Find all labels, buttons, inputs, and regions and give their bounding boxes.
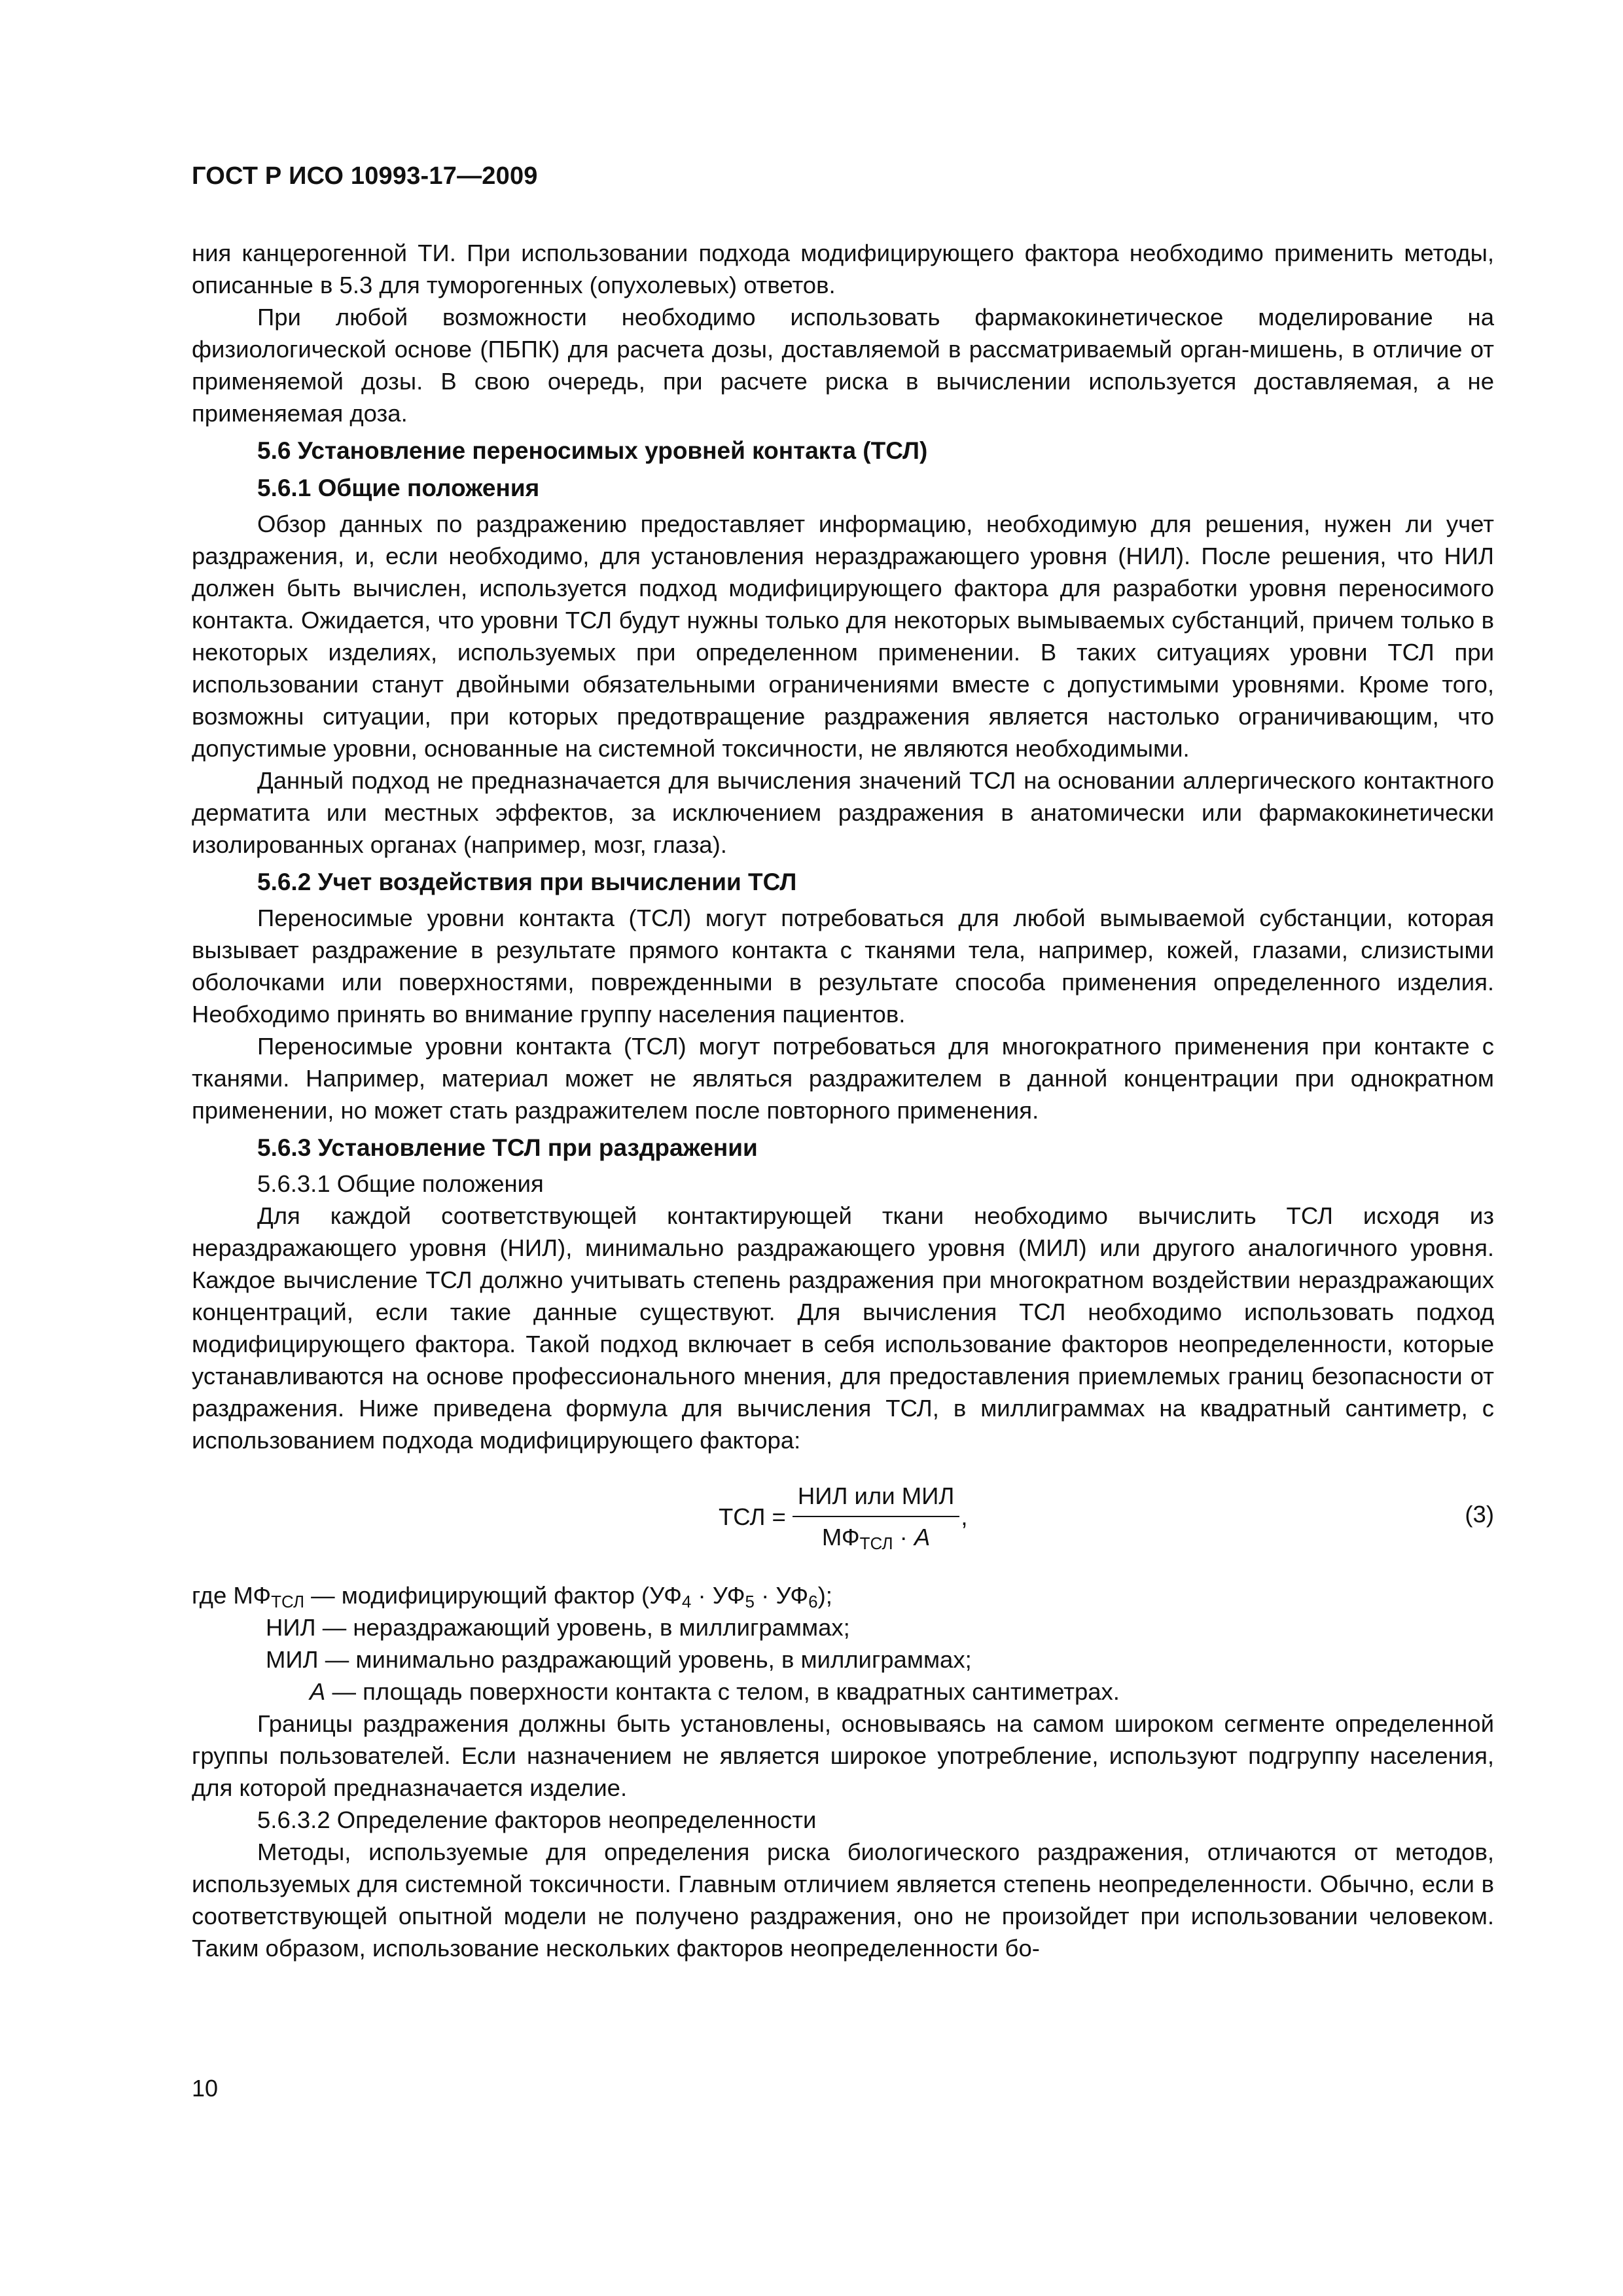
formula-comma: , bbox=[961, 1503, 968, 1530]
legend-sub: 5 bbox=[745, 1592, 755, 1611]
formula-block bbox=[192, 1472, 1494, 1570]
legend-text: ); bbox=[817, 1582, 832, 1609]
formula-number: (3) bbox=[1465, 1501, 1494, 1528]
paragraph: Границы раздражения должны быть установлены, основываясь на самом широком сегменте определенной группы пользователей. Если назначением не является широкое употребление, используют подгруппу населения, для которой предназначается изделие. bbox=[192, 1710, 1494, 1801]
section-heading-5-6: 5.6 Установление переносимых уровней контакта (ТСЛ) bbox=[257, 437, 928, 464]
legend-line-area bbox=[192, 1676, 1494, 1708]
legend-line-mf bbox=[192, 1579, 1494, 1611]
formula-den-sub: ТСЛ bbox=[859, 1534, 893, 1553]
paragraph: ния канцерогенной ТИ. При использовании подхода модифицирующего фактора необходимо применить методы, описанные в 5.3 для туморогенных (опухолевых) ответов. bbox=[192, 240, 1494, 298]
section-heading-5-6-3-1: 5.6.3.1 Общие положения bbox=[257, 1170, 544, 1197]
formula-lhs: ТСЛ = bbox=[719, 1503, 786, 1530]
section-heading-5-6-1: 5.6.1 Общие положения bbox=[257, 475, 540, 501]
section-heading-5-6-3: 5.6.3 Установление ТСЛ при раздражении bbox=[257, 1134, 758, 1161]
formula-den-op: · bbox=[893, 1524, 914, 1551]
formula-den-var: A bbox=[914, 1524, 931, 1551]
paragraph: Переносимые уровни контакта (ТСЛ) могут потребоваться для многократного применения при контакте с тканями. Например, материал может не являться раздражителем в данной концентрации при однократном применении, но может стать раздражителем после повторного применения. bbox=[192, 1033, 1494, 1124]
legend-line-nil: НИЛ — нераздражающий уровень, в миллиграммах; bbox=[266, 1614, 850, 1641]
formula-legend bbox=[192, 1579, 1494, 1708]
legend-text: — модифицирующий фактор (УФ bbox=[304, 1582, 682, 1609]
legend-sub: 6 bbox=[808, 1592, 818, 1611]
legend-text: где МФ bbox=[192, 1582, 272, 1609]
legend-sub: 4 bbox=[681, 1592, 692, 1611]
formula-fraction bbox=[793, 1480, 960, 1553]
paragraph: Для каждой соответствующей контактирующей ткани необходимо вычислить ТСЛ исходя из нераздражающего уровня (НИЛ), минимально раздражающего уровня (МИЛ) или другого аналогичного уровня. Каждое вычисление ТСЛ должно учитывать степень раздражения при многократном воздействии нераздражающих концентраций, если такие данные существуют. Для вычисления ТСЛ необходимо использовать подход модифицирующего фактора. Такой подход включает в себя использование факторов неопределенности, которые устанавливаются на основе профессионального мнения, для предоставления приемлемых границ безопасности от раздражения. Ниже приведена формула для вычисления ТСЛ, в миллиграммах на квадратный сантиметр, с использованием подхода модифицирующего фактора: bbox=[192, 1202, 1494, 1454]
formula-den-main: МФ bbox=[821, 1524, 860, 1551]
legend-line-mil: МИЛ — минимально раздражающий уровень, в миллиграммах; bbox=[266, 1646, 972, 1673]
legend-text: · УФ bbox=[691, 1582, 745, 1609]
formula-numerator: НИЛ или МИЛ bbox=[793, 1480, 960, 1517]
legend-text: — площадь поверхности контакта с телом, в квадратных сантиметрах. bbox=[325, 1678, 1120, 1705]
legend-sub: ТСЛ bbox=[271, 1592, 305, 1611]
page-body bbox=[192, 237, 1494, 1964]
formula bbox=[719, 1480, 968, 1553]
paragraph: Переносимые уровни контакта (ТСЛ) могут потребоваться для любой вымываемой субстанции, которая вызывает раздражение в результате прямого контакта с тканями тела, например, кожей, глазами, слизистыми оболочками или поверхностями, поврежденными в результате способа применения определенного изделия. Необходимо принять во внимание группу населения пациентов. bbox=[192, 905, 1494, 1028]
section-heading-5-6-2: 5.6.2 Учет воздействия при вычислении ТСЛ bbox=[257, 869, 797, 895]
paragraph: Обзор данных по раздражению предоставляет информацию, необходимую для решения, нужен ли учет раздражения, и, если необходимо, для установления нераздражающего уровня (НИЛ). После решения, что НИЛ должен быть вычислен, используется подход модифицирующего фактора для разработки уровня переносимого контакта. Ожидается, что уровни ТСЛ будут нужны только для некоторых вымываемых субстанций, причем только в некоторых изделиях, используемых при определенном применении. В таких ситуациях уровни ТСЛ при использовании станут двойными обязательными ограничениями вместе с допустимыми уровнями. Кроме того, возможны ситуации, при которых предотвращение раздражения является настолько ограничивающим, что допустимые уровни, основанные на системной токсичности, не являются необходимыми. bbox=[192, 511, 1494, 762]
formula-denominator bbox=[817, 1517, 935, 1553]
paragraph: Методы, используемые для определения риска биологического раздражения, отличаются от методов, используемых для системной токсичности. Главным отличием является степень неопределенности. Обычно, если в соответствующей опытной модели не получено раздражения, оно не произойдет при использовании человеком. Таким образом, использование нескольких факторов неопределенности бо- bbox=[192, 1839, 1494, 1962]
document-header: ГОСТ Р ИСО 10993-17—2009 bbox=[192, 162, 538, 190]
section-heading-5-6-3-2: 5.6.3.2 Определение факторов неопределенности bbox=[257, 1806, 817, 1833]
legend-text: · УФ bbox=[755, 1582, 809, 1609]
paragraph: При любой возможности необходимо использовать фармакокинетическое моделирование на физиологической основе (ПБПК) для расчета дозы, доставляемой в рассматриваемый орган-мишень, в отличие от применяемой дозы. В свою очередь, при расчете риска в вычислении используется доставляемая, а не применяемая доза. bbox=[192, 304, 1494, 427]
paragraph: Данный подход не предназначается для вычисления значений ТСЛ на основании аллергического контактного дерматита или местных эффектов, за исключением раздражения в анатомически или фармакокинетически изолированных органах (например, мозг, глаза). bbox=[192, 767, 1494, 858]
page-number: 10 bbox=[192, 2075, 219, 2102]
legend-var: A bbox=[310, 1678, 326, 1705]
